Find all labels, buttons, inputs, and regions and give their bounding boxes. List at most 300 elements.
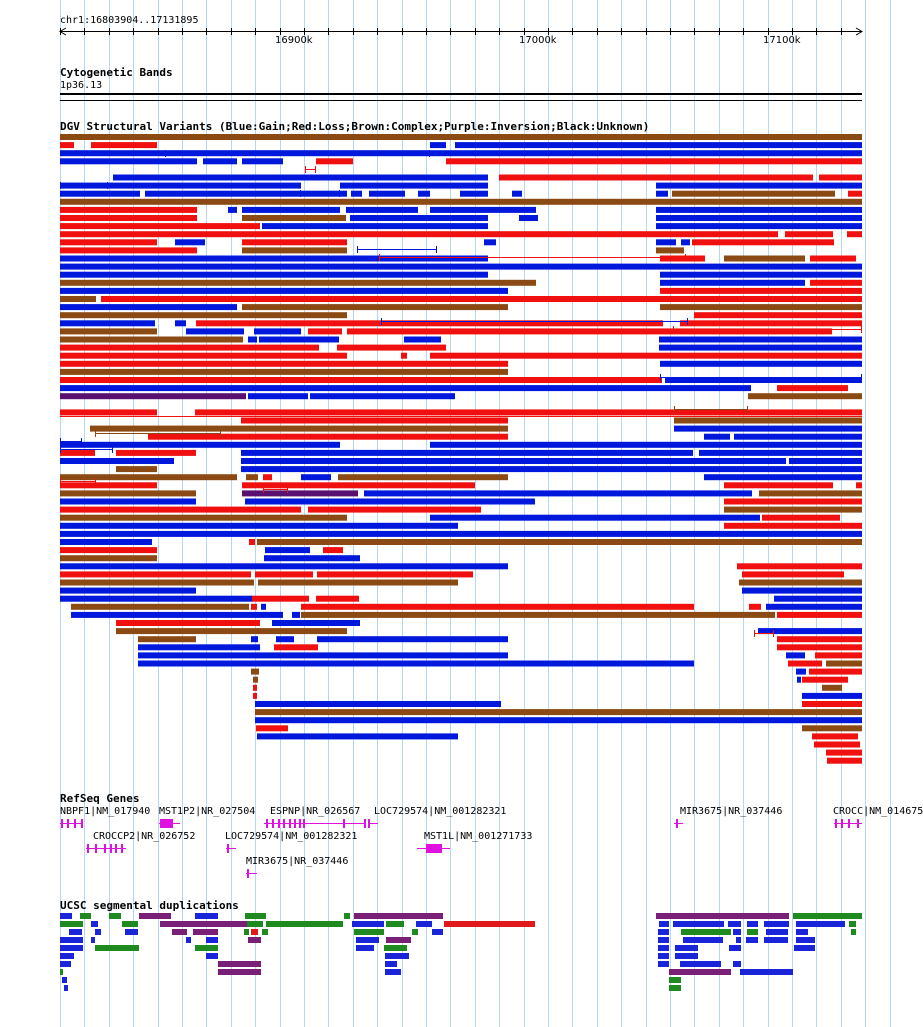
dgv-variant-bar[interactable]: [116, 620, 260, 626]
segdup-bar[interactable]: [680, 961, 721, 967]
gene-label-mir3675-2[interactable]: MIR3675|NR_037446: [246, 856, 349, 867]
dgv-variant-bar[interactable]: [802, 701, 862, 707]
dgv-variant-bar[interactable]: [60, 142, 74, 148]
dgv-variant-bar[interactable]: [248, 337, 257, 343]
segdup-bar[interactable]: [658, 945, 669, 951]
dgv-variant-bar[interactable]: [724, 256, 805, 262]
dgv-variant-bar[interactable]: [369, 191, 405, 197]
dgv-variant-bar[interactable]: [60, 482, 157, 488]
segdup-bar[interactable]: [386, 921, 404, 927]
dgv-variant-bar[interactable]: [60, 353, 347, 359]
segdup-bar[interactable]: [60, 921, 83, 927]
dgv-variant-bar[interactable]: [116, 628, 347, 634]
dgv-variant-bar[interactable]: [195, 409, 862, 415]
gene-model[interactable]: [104, 844, 106, 853]
segdup-bar[interactable]: [669, 977, 681, 983]
dgv-variant-bar[interactable]: [138, 636, 196, 642]
dgv-variant-bar[interactable]: [248, 393, 308, 399]
dgv-variant-bar[interactable]: [674, 426, 862, 432]
segdup-bar[interactable]: [658, 961, 669, 967]
segdup-bar[interactable]: [206, 953, 218, 959]
dgv-variant-bar[interactable]: [826, 750, 862, 756]
dgv-variant-bar[interactable]: [242, 304, 508, 310]
dgv-variant-bar[interactable]: [430, 207, 536, 213]
dgv-variant-bar[interactable]: [246, 474, 258, 480]
dgv-variant-bar[interactable]: [242, 215, 346, 221]
segdup-bar[interactable]: [793, 913, 862, 919]
gene-model[interactable]: [121, 844, 123, 853]
dgv-variant-bar[interactable]: [276, 636, 294, 642]
dgv-variant-bar[interactable]: [60, 580, 254, 586]
dgv-variant-bar[interactable]: [148, 434, 508, 440]
segdup-bar[interactable]: [60, 913, 72, 919]
dgv-variant-bar[interactable]: [241, 458, 786, 464]
segdup-bar[interactable]: [122, 921, 138, 927]
dgv-variant-bar[interactable]: [60, 563, 508, 569]
dgv-variant-bar[interactable]: [257, 539, 862, 545]
dgv-variant-bar[interactable]: [660, 280, 805, 286]
dgv-variant-bar[interactable]: [101, 296, 862, 302]
dgv-variant-bar[interactable]: [242, 158, 283, 164]
dgv-variant-bar[interactable]: [60, 207, 197, 213]
dgv-variant-bar[interactable]: [656, 183, 862, 189]
segdup-bar[interactable]: [352, 921, 384, 927]
segdup-bar[interactable]: [675, 953, 698, 959]
gene-model[interactable]: [303, 819, 305, 828]
dgv-variant-bar[interactable]: [699, 450, 862, 456]
dgv-variant-bar[interactable]: [777, 612, 862, 618]
segdup-bar[interactable]: [729, 945, 741, 951]
cytoband-bar[interactable]: [60, 93, 862, 95]
dgv-variant-bar[interactable]: [60, 304, 237, 310]
dgv-variant-bar[interactable]: [241, 450, 693, 456]
segdup-bar[interactable]: [766, 929, 788, 935]
segdup-bar[interactable]: [244, 929, 249, 935]
dgv-variant-bar[interactable]: [60, 490, 196, 496]
segdup-bar[interactable]: [740, 969, 793, 975]
dgv-variant-bar[interactable]: [802, 693, 862, 699]
dgv-variant-bar[interactable]: [175, 239, 205, 245]
dgv-variant-bar[interactable]: [71, 604, 249, 610]
segdup-bar[interactable]: [91, 937, 95, 943]
segdup-bar[interactable]: [91, 921, 98, 927]
dgv-variant-bar[interactable]: [60, 296, 96, 302]
dgv-variant-bar[interactable]: [762, 515, 840, 521]
dgv-variant-bar[interactable]: [91, 142, 157, 148]
dgv-variant-bar[interactable]: [90, 426, 508, 432]
dgv-variant-bar[interactable]: [301, 612, 775, 618]
gene-model[interactable]: [299, 819, 301, 828]
gene-model[interactable]: [841, 819, 843, 828]
segdup-bar[interactable]: [60, 945, 83, 951]
segdup-bar[interactable]: [681, 929, 731, 935]
dgv-variant-bar[interactable]: [301, 604, 694, 610]
segdup-bar[interactable]: [60, 937, 83, 943]
dgv-variant-bar[interactable]: [826, 661, 862, 667]
dgv-variant-bar[interactable]: [659, 337, 862, 343]
dgv-variant-bar[interactable]: [60, 531, 862, 537]
dgv-variant-bar[interactable]: [316, 596, 359, 602]
dgv-variant-bar[interactable]: [786, 652, 805, 658]
dgv-variant-bar[interactable]: [789, 458, 862, 464]
dgv-variant-bar[interactable]: [704, 474, 862, 480]
dgv-variant-bar[interactable]: [228, 207, 237, 213]
dgv-variant-bar[interactable]: [340, 183, 488, 189]
dgv-variant-bar[interactable]: [255, 571, 313, 577]
segdup-bar[interactable]: [669, 985, 681, 991]
segdup-bar[interactable]: [669, 969, 731, 975]
segdup-bar[interactable]: [747, 921, 758, 927]
segdup-bar[interactable]: [262, 929, 268, 935]
dgv-variant-bar[interactable]: [777, 385, 848, 391]
dgv-variant-bar[interactable]: [60, 409, 157, 415]
segdup-bar[interactable]: [80, 913, 91, 919]
dgv-variant-bar[interactable]: [116, 466, 157, 472]
dgv-variant-bar[interactable]: [251, 669, 259, 675]
dgv-track-title[interactable]: DGV Structural Variants (Blue:Gain;Red:Loss;Brown:Complex;Purple:Inversion;Black:Unknown): [60, 120, 650, 133]
segdup-bar[interactable]: [266, 921, 343, 927]
dgv-variant-bar[interactable]: [660, 304, 862, 310]
dgv-variant-bar[interactable]: [317, 571, 473, 577]
dgv-variant-bar[interactable]: [60, 328, 157, 334]
dgv-variant-bar[interactable]: [749, 604, 761, 610]
gene-label-mir3675[interactable]: MIR3675|NR_037446: [680, 806, 783, 817]
dgv-variant-bar[interactable]: [257, 733, 458, 739]
dgv-variant-bar[interactable]: [802, 725, 862, 731]
segdup-bar[interactable]: [849, 921, 856, 927]
dgv-variant-bar[interactable]: [60, 458, 174, 464]
gene-model[interactable]: [857, 819, 859, 828]
dgv-variant-bar[interactable]: [810, 256, 856, 262]
dgv-variant-bar[interactable]: [241, 466, 862, 472]
segdup-bar[interactable]: [247, 921, 263, 927]
dgv-variant-bar[interactable]: [60, 442, 340, 448]
dgv-variant-bar[interactable]: [301, 474, 331, 480]
dgv-variant-bar[interactable]: [430, 142, 446, 148]
gene-model[interactable]: [294, 819, 296, 828]
segdup-bar[interactable]: [796, 937, 815, 943]
gene-label-mst1l[interactable]: MST1L|NM_001271733: [424, 831, 533, 842]
gene-label-crocc[interactable]: CROCC|NM_014675: [833, 806, 923, 817]
dgv-variant-bar[interactable]: [822, 685, 842, 691]
gene-model[interactable]: [95, 844, 97, 853]
segdup-bar[interactable]: [796, 929, 808, 935]
dgv-variant-bar[interactable]: [255, 709, 862, 715]
segdup-bar[interactable]: [60, 969, 63, 975]
gene-label-croccp2[interactable]: CROCCP2|NR_026752: [93, 831, 196, 842]
dgv-variant-bar[interactable]: [242, 247, 347, 253]
gene-model[interactable]: [227, 844, 229, 853]
segdup-bar[interactable]: [160, 921, 247, 927]
dgv-variant-bar[interactable]: [316, 158, 353, 164]
segdup-bar[interactable]: [64, 985, 68, 991]
dgv-variant-bar[interactable]: [60, 499, 196, 505]
dgv-variant-bar[interactable]: [734, 434, 862, 440]
segdup-bar[interactable]: [356, 945, 374, 951]
segdup-bar[interactable]: [736, 937, 741, 943]
dgv-variant-bar[interactable]: [60, 361, 508, 367]
gene-model[interactable]: [278, 819, 280, 828]
dgv-variant-bar[interactable]: [60, 369, 508, 375]
dgv-variant-bar[interactable]: [60, 345, 319, 351]
gene-model[interactable]: [283, 819, 285, 828]
gene-model[interactable]: [115, 844, 117, 853]
segdup-bar[interactable]: [673, 921, 724, 927]
gene-model[interactable]: [364, 819, 366, 828]
dgv-variant-bar[interactable]: [60, 215, 197, 221]
dgv-variant-bar[interactable]: [742, 588, 862, 594]
segdup-bar[interactable]: [186, 937, 191, 943]
segdup-bar[interactable]: [109, 913, 121, 919]
dgv-variant-bar[interactable]: [430, 515, 760, 521]
gene-model[interactable]: [835, 819, 837, 828]
dgv-variant-bar[interactable]: [310, 393, 455, 399]
dgv-variant-bar[interactable]: [766, 604, 862, 610]
segdup-bar[interactable]: [69, 929, 82, 935]
dgv-variant-bar[interactable]: [346, 207, 418, 213]
dgv-variant-bar[interactable]: [308, 328, 342, 334]
dgv-variant-bar[interactable]: [60, 288, 508, 294]
segdup-bar[interactable]: [412, 929, 418, 935]
gene-label-espnp[interactable]: ESPNP|NR_026567: [270, 806, 361, 817]
dgv-variant-bar[interactable]: [742, 571, 844, 577]
dgv-variant-bar[interactable]: [60, 588, 196, 594]
gene-model[interactable]: [368, 819, 370, 828]
dgv-variant-bar[interactable]: [656, 239, 676, 245]
gene-model[interactable]: [848, 819, 850, 828]
dgv-variant-bar[interactable]: [60, 515, 347, 521]
gene-model[interactable]: [426, 844, 442, 853]
segdup-bar[interactable]: [746, 937, 758, 943]
segdup-bar[interactable]: [62, 977, 67, 983]
dgv-variant-bar[interactable]: [338, 474, 508, 480]
dgv-variant-bar[interactable]: [255, 701, 501, 707]
dgv-variant-bar[interactable]: [60, 264, 862, 270]
dgv-variant-bar[interactable]: [724, 482, 833, 488]
segdup-bar[interactable]: [354, 929, 384, 935]
dgv-variant-bar[interactable]: [60, 158, 197, 164]
dgv-variant-bar[interactable]: [848, 191, 862, 197]
dgv-variant-bar[interactable]: [60, 191, 140, 197]
dgv-variant-bar[interactable]: [60, 547, 157, 553]
dgv-variant-bar[interactable]: [774, 596, 862, 602]
gene-model[interactable]: [272, 819, 274, 828]
dgv-variant-bar[interactable]: [856, 482, 862, 488]
dgv-variant-bar[interactable]: [258, 580, 458, 586]
dgv-variant-bar[interactable]: [113, 175, 488, 181]
gene-model[interactable]: [87, 844, 89, 853]
dgv-variant-bar[interactable]: [242, 207, 340, 213]
gene-model[interactable]: [74, 819, 76, 828]
dgv-variant-bar[interactable]: [249, 539, 255, 545]
dgv-variant-bar[interactable]: [252, 596, 309, 602]
segdup-bar[interactable]: [95, 945, 139, 951]
dgv-variant-bar[interactable]: [672, 191, 835, 197]
dgv-variant-bar[interactable]: [759, 490, 862, 496]
segdup-bar[interactable]: [218, 961, 261, 967]
dgv-variant-bar[interactable]: [694, 312, 862, 318]
dgv-variant-bar[interactable]: [692, 239, 834, 245]
segdup-bar[interactable]: [728, 921, 741, 927]
dgv-variant-bar[interactable]: [116, 450, 196, 456]
dgv-variant-bar[interactable]: [138, 652, 508, 658]
dgv-variant-bar[interactable]: [827, 758, 862, 764]
dgv-variant-bar[interactable]: [203, 158, 237, 164]
dgv-variant-bar[interactable]: [499, 175, 813, 181]
segdup-bar[interactable]: [659, 921, 669, 927]
gene-model[interactable]: [247, 869, 249, 878]
dgv-variant-bar[interactable]: [60, 474, 237, 480]
dgv-variant-bar[interactable]: [60, 571, 251, 577]
dgv-variant-bar[interactable]: [60, 596, 253, 602]
dgv-variant-bar[interactable]: [242, 490, 358, 496]
dgv-variant-bar[interactable]: [60, 450, 95, 456]
dgv-variant-bar[interactable]: [674, 418, 862, 424]
dgv-variant-bar[interactable]: [253, 693, 257, 699]
segdup-bar[interactable]: [658, 937, 669, 943]
dgv-variant-bar[interactable]: [60, 223, 260, 229]
dgv-variant-bar[interactable]: [815, 652, 862, 658]
dgv-variant-bar[interactable]: [350, 215, 488, 221]
segdup-bar[interactable]: [851, 929, 856, 935]
cytoband-track-title[interactable]: Cytogenetic Bands: [60, 66, 173, 79]
segdup-bar[interactable]: [658, 953, 669, 959]
gene-model[interactable]: [81, 819, 83, 828]
dgv-variant-bar[interactable]: [242, 482, 475, 488]
segdup-bar[interactable]: [354, 913, 443, 919]
gene-label-mst1p2[interactable]: MST1P2|NR_027504: [159, 806, 256, 817]
dgv-variant-bar[interactable]: [418, 191, 430, 197]
dgv-variant-bar[interactable]: [724, 507, 862, 513]
dgv-variant-bar[interactable]: [253, 685, 257, 691]
dgv-variant-bar[interactable]: [809, 669, 862, 675]
dgv-variant-bar[interactable]: [255, 717, 862, 723]
dgv-variant-bar[interactable]: [656, 191, 668, 197]
gene-model[interactable]: [266, 819, 268, 828]
dgv-variant-bar[interactable]: [308, 507, 481, 513]
segdup-bar[interactable]: [195, 945, 218, 951]
dgv-variant-bar[interactable]: [261, 604, 266, 610]
gene-model[interactable]: [343, 819, 345, 828]
dgv-variant-bar[interactable]: [796, 669, 806, 675]
dgv-variant-bar[interactable]: [60, 280, 536, 286]
dgv-variant-bar[interactable]: [512, 191, 522, 197]
dgv-variant-bar[interactable]: [660, 288, 862, 294]
segdup-bar[interactable]: [60, 961, 71, 967]
dgv-variant-bar[interactable]: [785, 231, 833, 237]
dgv-variant-bar[interactable]: [60, 247, 197, 253]
segdup-bar[interactable]: [195, 913, 218, 919]
dgv-variant-bar[interactable]: [724, 523, 862, 529]
segdup-bar[interactable]: [356, 937, 379, 943]
segdup-bar[interactable]: [251, 929, 258, 935]
dgv-variant-bar[interactable]: [60, 539, 152, 545]
dgv-variant-bar[interactable]: [60, 385, 751, 391]
dgv-variant-bar[interactable]: [364, 490, 752, 496]
dgv-variant-bar[interactable]: [739, 580, 862, 586]
gene-model[interactable]: [676, 819, 678, 828]
dgv-variant-bar[interactable]: [797, 677, 801, 683]
segdup-bar[interactable]: [248, 937, 261, 943]
dgv-variant-bar[interactable]: [71, 612, 283, 618]
dgv-variant-bar[interactable]: [60, 377, 662, 383]
dgv-variant-bar[interactable]: [680, 320, 862, 326]
dgv-variant-bar[interactable]: [484, 239, 496, 245]
dgv-variant-bar[interactable]: [777, 644, 862, 650]
dgv-variant-bar[interactable]: [337, 345, 446, 351]
dgv-variant-bar[interactable]: [737, 563, 862, 569]
dgv-variant-bar[interactable]: [186, 328, 244, 334]
dgv-variant-bar[interactable]: [265, 547, 310, 553]
segdup-bar[interactable]: [747, 929, 758, 935]
dgv-variant-bar[interactable]: [292, 612, 300, 618]
dgv-variant-bar[interactable]: [656, 215, 862, 221]
segdup-bar[interactable]: [384, 945, 407, 951]
dgv-variant-bar[interactable]: [60, 231, 778, 237]
dgv-variant-bar[interactable]: [60, 272, 488, 278]
dgv-variant-bar[interactable]: [430, 442, 862, 448]
gene-label-loc729574-2[interactable]: LOC729574|NM_001282321: [225, 831, 358, 842]
dgv-variant-bar[interactable]: [253, 677, 258, 683]
dgv-variant-bar[interactable]: [660, 361, 862, 367]
dgv-variant-bar[interactable]: [60, 320, 155, 326]
segdup-bar[interactable]: [60, 953, 74, 959]
dgv-variant-bar[interactable]: [60, 393, 246, 399]
gene-label-loc729574[interactable]: LOC729574|NM_001282321: [374, 806, 507, 817]
dgv-variant-bar[interactable]: [404, 337, 441, 343]
dgv-variant-bar[interactable]: [802, 677, 848, 683]
dgv-variant-bar[interactable]: [810, 280, 862, 286]
dgv-variant-bar[interactable]: [264, 555, 360, 561]
segdup-bar[interactable]: [658, 929, 669, 935]
dgv-variant-bar[interactable]: [251, 636, 258, 642]
dgv-variant-bar[interactable]: [460, 191, 488, 197]
gene-model[interactable]: [67, 819, 69, 828]
segdup-bar[interactable]: [675, 945, 698, 951]
segdup-bar[interactable]: [764, 921, 789, 927]
segdup-track-title[interactable]: UCSC segmental duplications: [60, 899, 239, 912]
segdup-bar[interactable]: [796, 921, 845, 927]
dgv-variant-bar[interactable]: [272, 620, 360, 626]
dgv-variant-bar[interactable]: [812, 733, 858, 739]
dgv-variant-bar[interactable]: [455, 142, 862, 148]
segdup-bar[interactable]: [386, 937, 411, 943]
dgv-variant-bar[interactable]: [748, 393, 862, 399]
dgv-variant-bar[interactable]: [659, 345, 862, 351]
segdup-bar[interactable]: [385, 969, 401, 975]
segdup-bar[interactable]: [206, 937, 218, 943]
segdup-bar[interactable]: [245, 913, 266, 919]
dgv-variant-bar[interactable]: [245, 499, 535, 505]
dgv-variant-bar[interactable]: [263, 474, 272, 480]
dgv-variant-bar[interactable]: [60, 134, 862, 140]
dgv-variant-bar[interactable]: [660, 272, 862, 278]
dgv-variant-bar[interactable]: [446, 158, 862, 164]
dgv-variant-bar[interactable]: [262, 223, 488, 229]
dgv-variant-bar[interactable]: [401, 353, 407, 359]
dgv-variant-bar[interactable]: [251, 604, 257, 610]
dgv-variant-bar[interactable]: [351, 191, 362, 197]
gene-label-nbpf1[interactable]: NBPF1|NM_017940: [60, 806, 151, 817]
segdup-bar[interactable]: [139, 913, 171, 919]
dgv-variant-bar[interactable]: [242, 239, 347, 245]
segdup-bar[interactable]: [656, 913, 789, 919]
segdup-bar[interactable]: [794, 945, 815, 951]
refseq-track-title[interactable]: RefSeq Genes: [60, 792, 140, 805]
dgv-variant-bar[interactable]: [60, 555, 157, 561]
segdup-bar[interactable]: [683, 937, 723, 943]
segdup-bar[interactable]: [385, 961, 397, 967]
